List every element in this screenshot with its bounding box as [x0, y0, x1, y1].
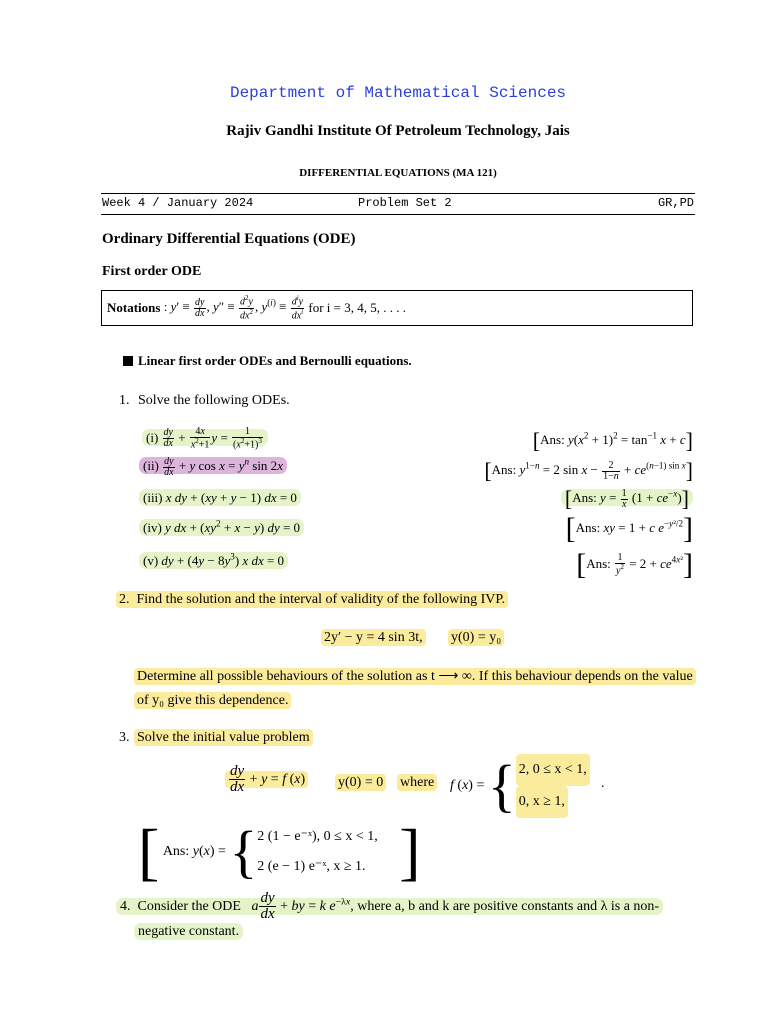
- problem-4-lead: Consider the ODE: [137, 898, 241, 914]
- answer-v-label: Ans:: [586, 555, 611, 571]
- problem-3-where: [397, 775, 437, 791]
- notations-tail: for i = 3, 4, 5, . . . .: [308, 300, 406, 315]
- ode-ii: (ii) $\frac{dy}{dx}$ + y $\cos x = y^n$ sin 2x: [139, 457, 287, 478]
- problem-3-text: [134, 730, 313, 746]
- problem-3-answer-label: Ans:: [162, 844, 190, 859]
- ode-v: (v) dy + $(4y - 8y^3)$ x dx = 0: [139, 552, 288, 569]
- notations-formula: : y′ ≡ $\frac{dy}{dx}$ , y″ ≡ $\frac{d^2y}{dx^2}$ , $y^{(i)}$ ≡ $\frac{d^iy}{dx^i}$: [160, 294, 304, 321]
- answer-ii: [Ans: $y^{1-n} = 2$ sin x − $\frac{2}{1-n}$ + $ce^{(n-1) sin x}$]: [484, 458, 693, 483]
- course-title: DIFFERENTIAL EQUATIONS (MA 121): [299, 167, 497, 179]
- problem-2-equation: [321, 630, 426, 646]
- problem-2: [116, 592, 508, 608]
- ode-v-label: (v): [143, 553, 159, 569]
- problem-4: 4. Consider the ODE a $\frac{dy}{dx}$ + by = k $e^{-\lambda x}$, where a, b and k are positive constants and λ is a non-: [116, 891, 663, 922]
- problem-2-para-2-text: of y₀ give this dependence.: [134, 692, 291, 709]
- answer-iii-label: Ans:: [572, 489, 597, 505]
- problem-1-text: Solve the following ODEs.: [138, 393, 290, 408]
- problem-3-number: 3.: [119, 730, 130, 745]
- problem-3-piecewise: f (x) = { 2, 0 ≤ x < 1, 0, x ≥ 1,: [450, 754, 590, 818]
- problem-3-initial: [335, 775, 386, 791]
- problem-3-answer-case-2: 2 (e − 1) e⁻ˣ, x ≥ 1.: [257, 859, 366, 874]
- problem-4-number: 4.: [120, 898, 131, 914]
- problem-3-case-1: 2, 0 ≤ x < 1,: [516, 754, 590, 786]
- answer-v: [Ans: $\frac{1}{y^2}$ = $2 + ce^{4x^2}$]: [576, 548, 693, 581]
- ode-ii-label: (ii): [143, 458, 159, 474]
- ode-i: (i) $\frac{dy}{dx}$ + $\frac{4x}{x^2+1}$ y = $\frac{1}{(x^2+1)^3}$: [142, 427, 268, 450]
- subsection-title: First order ODE: [102, 264, 202, 279]
- department-title: Department of Mathematical Sciences: [229, 84, 567, 102]
- problem-2-initial: [448, 630, 504, 646]
- ode-iii-label: (iii): [143, 490, 163, 505]
- problem-3-initial-value: y(0) = 0: [335, 774, 386, 791]
- problem-4-line-2-text: negative constant.: [134, 923, 243, 940]
- problem-4-line-2: [134, 924, 243, 940]
- problem-3-ode: $\frac{dy}{dx}$ + y = f (x): [225, 764, 308, 795]
- problem-set-label: Problem Set 2: [358, 196, 452, 210]
- problem-2-para-1-text: Determine all possible behaviours of the solution as t ⟶ ∞. If this behaviour depends on the value: [134, 668, 696, 685]
- topic-bullet: [123, 356, 133, 366]
- notations-box: [101, 290, 693, 326]
- answer-ii-label: Ans:: [491, 461, 517, 477]
- problem-3-where-text: where: [397, 774, 437, 791]
- authors-label: GR,PD: [657, 196, 694, 210]
- problem-3-answer: [ Ans: y(x) = { 2 (1 − e⁻ˣ), 0 ≤ x < 1, 2 (e − 1) e⁻ˣ, x ≥ 1. ]: [138, 816, 421, 887]
- answer-iv: [Ans: xy = 1 + c $e^{-y^2/2}$]: [565, 512, 693, 545]
- problem-3-answer-case-1: 2 (1 − e⁻ˣ), 0 ≤ x < 1,: [257, 829, 378, 844]
- header-rule-bottom: [101, 214, 695, 215]
- problem-4-tail: , where a, b and k are positive constants and λ is a non-: [350, 898, 660, 914]
- problem-3-period: .: [601, 776, 605, 791]
- header-rule-top: [101, 193, 695, 194]
- ode-i-label: (i): [146, 429, 159, 445]
- problem-2-ode: 2y′ − y = 4 sin 3t,: [321, 629, 426, 646]
- answer-i-label: Ans:: [540, 431, 565, 447]
- institute-name: Rajiv Gandhi Institute Of Petroleum Technology, Jais: [226, 123, 570, 139]
- answer-iv-label: Ans:: [575, 519, 601, 535]
- answer-i: [Ans: $y(x^2 + 1)^2 = \tan^{-1} x + c$]: [532, 428, 693, 453]
- section-title: Ordinary Differential Equations (ODE): [102, 231, 356, 247]
- problem-2-para-1: [134, 668, 696, 685]
- problem-2-para-2: [134, 693, 291, 709]
- answer-iii: [Ans: y = $\frac{1}{x}$ $(1 + ce^{-x})$]: [561, 486, 693, 512]
- topic-title: Linear first order ODEs and Bernoulli equations.: [138, 353, 412, 368]
- ode-iv-label: (iv): [143, 520, 162, 536]
- problem-2-number: 2.: [119, 592, 130, 607]
- problem-1-number: 1.: [119, 393, 130, 408]
- notations-label: Notations: [107, 300, 161, 315]
- problem-2-initial-value: y(0) = y₀: [448, 629, 504, 646]
- week-label: Week 4 / January 2024: [102, 196, 254, 210]
- ode-iii: (iii) x dy + (xy + y − 1) dx = 0: [139, 490, 301, 506]
- problem-3-case-2: 0, x ≥ 1,: [516, 786, 568, 818]
- problem-2-text: Find the solution and the interval of validity of the following IVP.: [136, 592, 506, 607]
- ode-iv: (iv) y dx + $(xy^2 + x - y)$ dy = 0: [139, 519, 304, 536]
- problem-3-text-value: Solve the initial value problem: [134, 729, 313, 746]
